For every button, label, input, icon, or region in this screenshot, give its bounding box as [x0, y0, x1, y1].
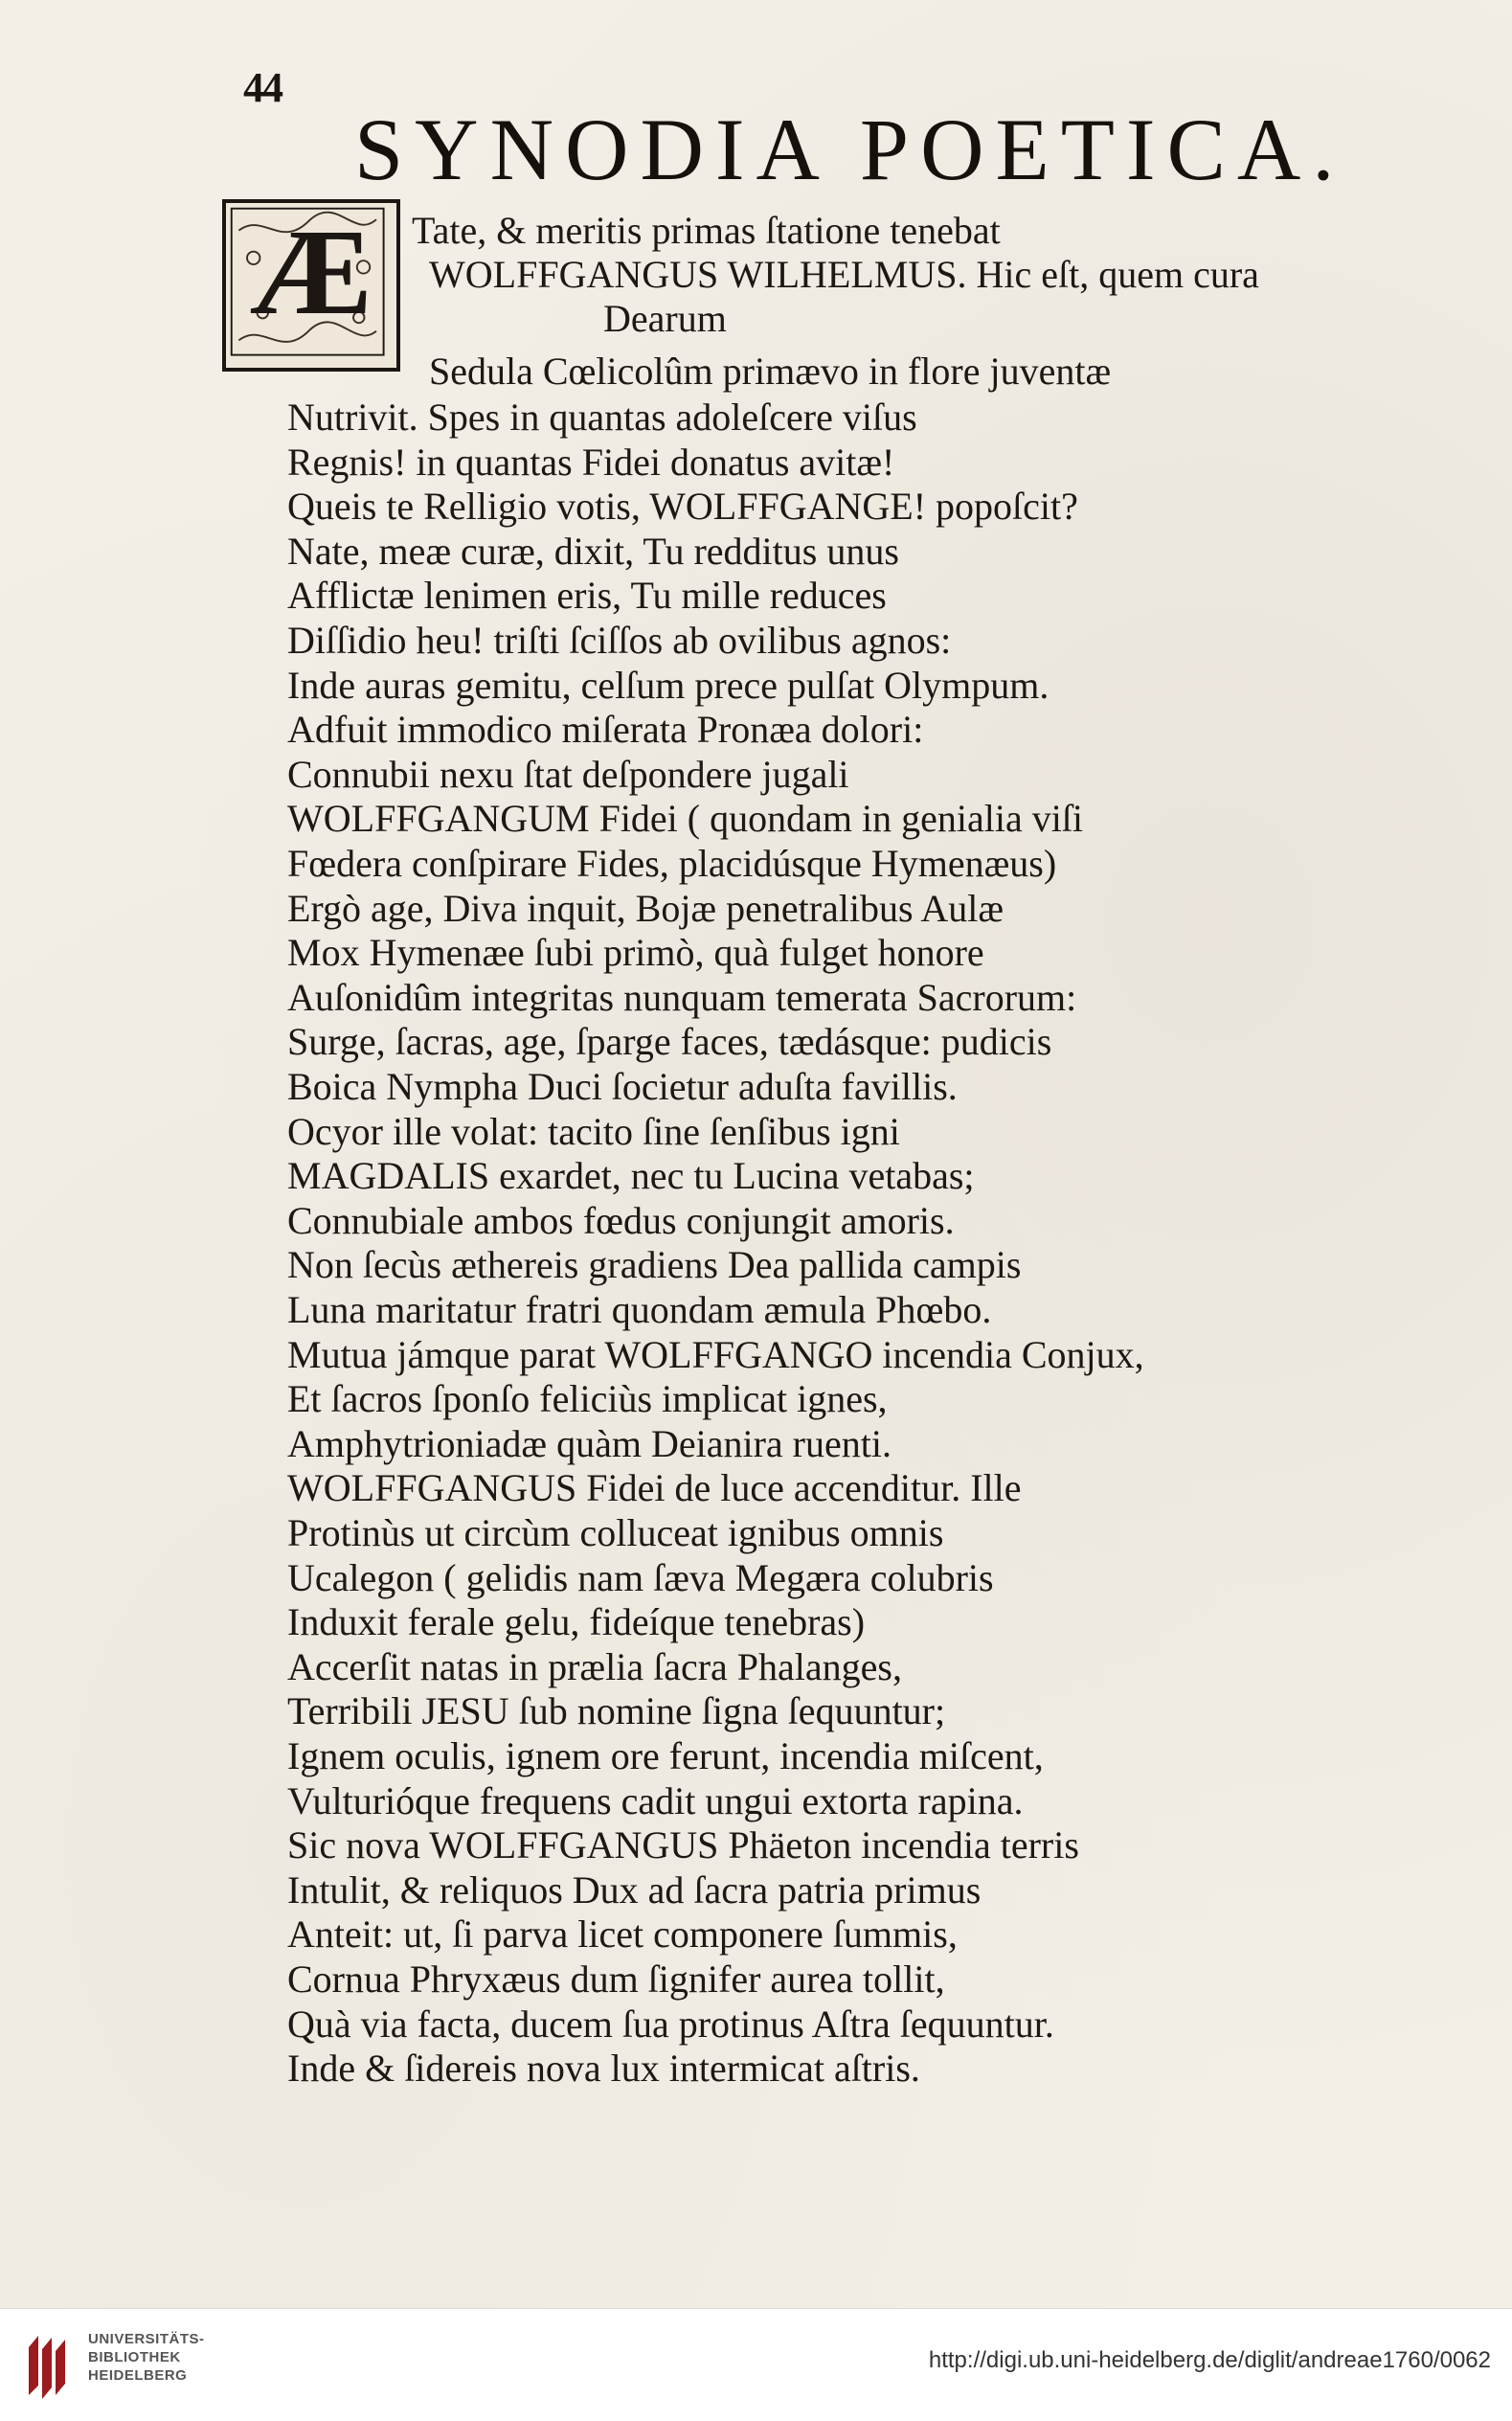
- viewer-footer: [0, 2308, 1512, 2421]
- logo-line: BIBLIOTHEK: [88, 2349, 181, 2365]
- verse-line: Accerſit natas in prælia ſacra Phalanges,: [287, 1644, 902, 1688]
- initial-letters: Æ: [250, 204, 372, 340]
- verse-line: Connubii nexu ſtat deſpondere jugali: [287, 752, 849, 796]
- verse-line: Protinùs ut circùm colluceat ignibus omnis: [287, 1511, 944, 1554]
- verse-line: Ergò age, Diva inquit, Bojæ penetralibus Aulæ: [287, 886, 1004, 930]
- verse-line: Dearum: [603, 297, 727, 340]
- verse-line: Luna maritatur fratri quondam æmula Phœbo.: [287, 1288, 992, 1331]
- verse-line: Mutua jámque parat WOLFFGANGO incendia Conjux,: [287, 1332, 1144, 1376]
- page-number: 44: [243, 64, 282, 111]
- verse-line: MAGDALIS exardet, nec tu Lucina vetabas;: [287, 1154, 975, 1198]
- verse-line: Regnis! in quantas Fidei donatus avitæ!: [287, 440, 895, 484]
- decorated-initial: [222, 199, 400, 372]
- verse-line: Induxit ferale gelu, fideíque tenebras): [287, 1600, 866, 1644]
- verse-line: Non ſecùs æthereis gradiens Dea pallida campis: [287, 1243, 1022, 1287]
- verse-line: Ignem oculis, ignem ore ferunt, incendia miſcent,: [287, 1734, 1044, 1777]
- verse-line: Auſonidûm integritas nunquam temerata Sacrorum:: [287, 975, 1077, 1019]
- verse-line: WOLFFGANGUS WILHELMUS. Hic eſt, quem cura: [429, 253, 1259, 296]
- verse-line: Surge, ſacras, age, ſparge faces, tædásque: pudicis: [287, 1020, 1052, 1064]
- show-through-texture: [1100, 144, 1502, 1963]
- verse-line: Boica Nympha Duci ſocietur aduſta favillis.: [287, 1065, 958, 1108]
- verse-line: Adfuit immodico miſerata Pronæa dolori:: [287, 708, 924, 752]
- verse-line: Cornua Phryxæus dum ſignifer aurea tollit,: [287, 1957, 945, 2001]
- verse-line: Et ſacros ſponſo feliciùs implicat ignes,: [287, 1377, 888, 1421]
- verse-line: Afflictæ lenimen eris, Tu mille reduces: [287, 574, 887, 618]
- verse-line: Connubiale ambos fœdus conjungit amoris.: [287, 1198, 955, 1242]
- verse-line: Inde auras gemitu, celſum prece pulſat Olympum.: [287, 663, 1049, 707]
- verse-line: Fœdera conſpirare Fides, placidúsque Hymenæus): [287, 842, 1057, 885]
- verse-line: Tate, & meritis primas ſtatione tenebat: [412, 209, 1001, 252]
- verse-line: Queis te Relligio votis, WOLFFGANGE! popoſcit?: [287, 485, 1078, 529]
- verse-line: Vulturióque frequens cadit ungui extorta rapina.: [287, 1778, 1024, 1822]
- library-logo-text: [88, 2330, 205, 2385]
- verse-line: WOLFFGANGUM Fidei ( quondam in genialia viſi: [287, 797, 1084, 841]
- logo-line: UNIVERSITÄTS-: [88, 2331, 205, 2347]
- verse-line: Nate, meæ curæ, dixit, Tu redditus unus: [287, 529, 899, 573]
- verse-line: Mox Hymenæe ſubi primò, quà fulget honore: [287, 931, 984, 975]
- verse-line: Ucalegon ( gelidis nam ſæva Megæra colubris: [287, 1555, 994, 1599]
- permalink-url[interactable]: http://digi.ub.uni-heidelberg.de/diglit/andreae1760/0062: [928, 2347, 1491, 2373]
- verse-line: Amphytrioniadæ quàm Deianira ruenti.: [287, 1421, 891, 1465]
- verse-line: Ocyor ille volat: tacito ſine ſenſibus igni: [287, 1109, 900, 1153]
- verse-line: Terribili JESU ſub nomine ſigna ſequuntur;: [287, 1689, 946, 1733]
- verse-line: Nutrivit. Spes in quantas adoleſcere viſus: [287, 396, 917, 439]
- verse-line: Sedula Cœlicolûm primævo in flore juventæ: [429, 350, 1112, 393]
- verse-line: WOLFFGANGUS Fidei de luce accenditur. Ille: [287, 1466, 1022, 1510]
- verse-line: Sic nova WOLFFGANGUS Phäeton incendia terris: [287, 1823, 1079, 1867]
- verse-line: Diſſidio heu! triſti ſciſſos ab ovilibus agnos:: [287, 619, 952, 662]
- verse-line: Quà via facta, ducem ſua protinus Aſtra ſequuntur.: [287, 2002, 1054, 2046]
- verse-line: Inde & ſidereis nova lux intermicat aſtris.: [287, 2047, 920, 2091]
- library-logo-icon: [21, 2328, 73, 2403]
- verse-line: Intulit, & reliquos Dux ad ſacra patria primus: [287, 1867, 982, 1912]
- logo-line: HEIDELBERG: [88, 2367, 188, 2384]
- verse-line: Anteit: ut, ſi parva licet componere ſummis,: [287, 1912, 958, 1957]
- page-title: SYNODIA POETICA.: [354, 101, 1346, 198]
